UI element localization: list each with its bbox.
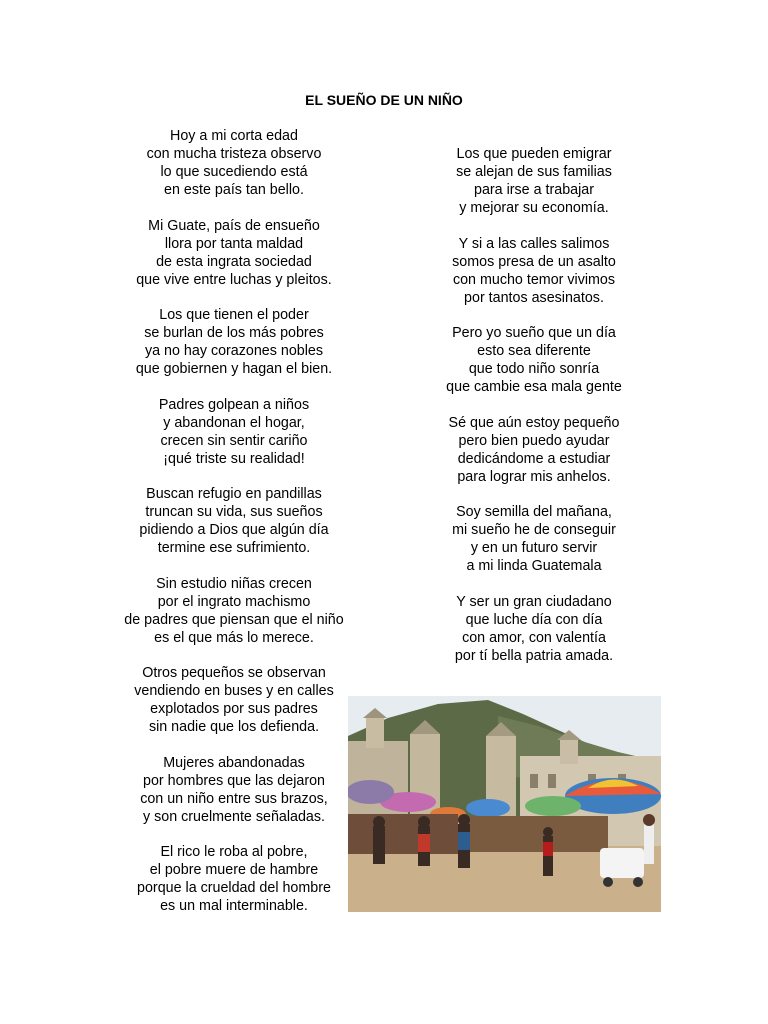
poem-line: y mejorar su economía. (459, 200, 609, 216)
poem-line: Sin estudio niñas crecen (156, 575, 312, 592)
poem-line: de esta ingrata sociedad (156, 253, 312, 270)
stanza (104, 485, 364, 557)
poem-line: Otros pequeños se observan (142, 665, 326, 681)
poem-line: ¡qué triste su realidad! (163, 450, 305, 467)
poem-line: para irse a trabajar (474, 182, 594, 198)
poem-line: El rico le roba al pobre, (160, 844, 308, 860)
poem-line: Los que tienen el poder (159, 307, 309, 323)
stanza (404, 145, 664, 217)
poem-line: y abandonan el hogar, (163, 414, 305, 431)
poem-line: que todo niño sonría (468, 361, 600, 377)
poem-line: Padres golpean a niños (158, 396, 310, 413)
stanza (104, 306, 364, 378)
stanza (104, 217, 364, 289)
poem-line: llora por tanta maldad (164, 235, 304, 252)
poem-line: y en un futuro servir (470, 540, 598, 556)
poem-line: Y ser un gran ciudadano (456, 593, 612, 610)
poem-line: es el que más lo merece. (154, 629, 314, 646)
poem-line: Soy semilla del mañana, (456, 504, 612, 520)
poem-line: por el ingrato machismo (157, 593, 311, 610)
poem-line: con mucho temor vivimos (452, 271, 616, 288)
poem-title: EL SUEÑO DE UN NIÑO (305, 92, 463, 108)
poem-line: de padres que piensan que el niño (124, 611, 344, 628)
poem-line: Buscan refugio en pandillas (146, 486, 322, 502)
poem-line: por tí bella patria amada. (454, 647, 614, 664)
poem-line: Los que pueden emigrar (456, 146, 612, 162)
poem-line: a mi linda Guatemala (466, 558, 602, 574)
poem-line: en este país tan bello. (164, 182, 304, 198)
poem-line: esto sea diferente (477, 343, 591, 359)
stanza (104, 843, 364, 915)
poem-line: explotados por sus padres (150, 701, 318, 717)
poem-line: Pero yo sueño que un día (452, 325, 616, 341)
poem-line: con mucha tristeza observo (146, 146, 322, 162)
poem-line: truncan su vida, sus sueños (145, 504, 323, 520)
poem-line: que luche día con día (465, 611, 603, 628)
stanza (104, 127, 364, 199)
poem-line: y son cruelmente señaladas. (143, 808, 325, 825)
poem-right-column (404, 145, 664, 682)
stanza (104, 396, 364, 468)
stanza (104, 664, 364, 736)
stanza (104, 575, 364, 647)
poem-line: con un niño entre sus brazos, (140, 790, 328, 807)
poem-left-column (104, 127, 364, 933)
stanza (104, 754, 364, 826)
poem-line: se alejan de sus familias (456, 164, 612, 180)
poem-line: crecen sin sentir cariño (160, 432, 308, 449)
poem-line: termine ese sufrimiento. (157, 540, 311, 556)
poem-line: Sé que aún estoy pequeño (448, 414, 620, 431)
market-photo (348, 696, 661, 912)
stanza (404, 593, 664, 665)
poem-line: pidiendo a Dios que algún día (139, 522, 329, 538)
poem-line: que cambie esa mala gente (446, 379, 622, 395)
poem-line: para lograr mis anhelos. (457, 468, 611, 485)
poem-line: se burlan de los más pobres (144, 325, 324, 341)
poem-line: por hombres que las dejaron (143, 772, 325, 789)
poem-line: Mujeres abandonadas (163, 754, 305, 771)
stanza (404, 235, 664, 307)
poem-line: sin nadie que los defienda. (148, 719, 320, 735)
poem-line: porque la crueldad del hombre (137, 880, 331, 896)
poem-line: Y si a las calles salimos (458, 235, 610, 252)
poem-line: lo que sucediendo está (160, 164, 308, 180)
stanza (404, 503, 664, 575)
poem-line: dedicándome a estudiar (457, 450, 611, 467)
poem-line: vendiendo en buses y en calles (134, 683, 334, 699)
poem-line: con amor, con valentía (462, 629, 606, 646)
poem-line: somos presa de un asalto (452, 253, 616, 270)
poem-line: que vive entre luchas y pleitos. (136, 271, 332, 288)
poem-line: pero bien puedo ayudar (458, 432, 610, 449)
poem-line: mi sueño he de conseguir (452, 522, 616, 538)
poem-line: que gobiernen y hagan el bien. (135, 361, 333, 377)
poem-line: ya no hay corazones nobles (144, 343, 324, 359)
poem-line: Mi Guate, país de ensueño (148, 217, 320, 234)
stanza (404, 414, 664, 486)
poem-line: por tantos asesinatos. (464, 289, 604, 306)
poem-line: el pobre muere de hambre (149, 862, 319, 878)
stanza (404, 324, 664, 396)
poem-line: Hoy a mi corta edad (170, 128, 298, 144)
poem-line: es un mal interminable. (160, 898, 308, 914)
